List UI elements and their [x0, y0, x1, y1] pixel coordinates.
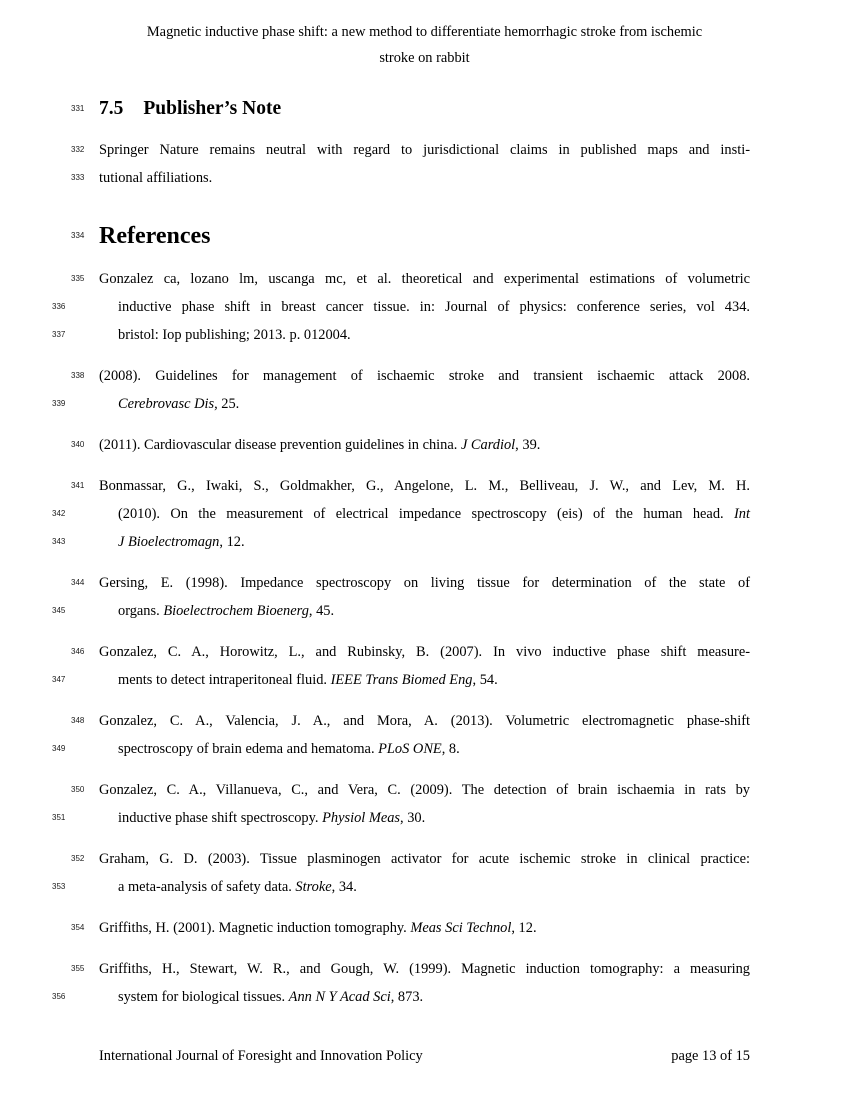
- line-number: 335: [71, 274, 85, 283]
- reference-line: [71, 362, 750, 390]
- body-text: , 12.: [219, 534, 245, 550]
- body-text: , 34.: [331, 879, 357, 895]
- reference-line: [71, 638, 750, 666]
- line-number: 355: [71, 964, 85, 973]
- paragraph-line: [71, 136, 750, 164]
- body-text: ments to detect intraperitoneal fluid.: [118, 672, 331, 688]
- reference-line: [52, 666, 750, 694]
- reference-entry: [52, 845, 750, 901]
- running-head: [99, 19, 750, 71]
- reference-line: [52, 735, 750, 763]
- line-number: 351: [52, 813, 66, 822]
- body-text: , 30.: [400, 810, 426, 826]
- reference-line: [71, 776, 750, 804]
- page-footer: [99, 1042, 750, 1070]
- reference-line: [71, 955, 750, 983]
- paragraph-line: [71, 164, 750, 192]
- subsection-heading: [71, 96, 750, 122]
- body-text: inductive phase shift spectroscopy.: [118, 810, 323, 826]
- reference-line: [52, 321, 750, 349]
- reference-line: [52, 390, 750, 418]
- reference-entry: [52, 362, 750, 418]
- body-text: , 25.: [214, 396, 240, 412]
- reference-line: [71, 472, 750, 500]
- journal-name-text: PLoS ONE: [378, 741, 442, 757]
- reference-entry: [52, 472, 750, 556]
- running-head-line-2: stroke on rabbit: [379, 50, 470, 66]
- paragraph: [71, 136, 750, 192]
- reference-line: [52, 528, 750, 556]
- body-text: Bonmassar, G., Iwaki, S., Goldmakher, G., Angelone, L. M., Belliveau, J. W., and Lev, M. H.: [99, 478, 750, 494]
- body-text: Gonzalez ca, lozano lm, uscanga mc, et al. theoretical and experimental estimations of volumetric: [99, 271, 750, 287]
- body-text: inductive phase shift in breast cancer tissue. in: Journal of physics: conference series, vol 434.: [118, 299, 750, 315]
- reference-line: [71, 914, 750, 942]
- body-text: Gonzalez, C. A., Villanueva, C., and Vera, C. (2009). The detection of brain ischaemia in rats by: [99, 782, 750, 798]
- section-title: References: [99, 223, 211, 249]
- journal-name-text: Int: [734, 506, 750, 522]
- footer-journal-name: International Journal of Foresight and Innovation Policy: [99, 1048, 423, 1064]
- body-text: (2011). Cardiovascular disease prevention guidelines in china.: [99, 437, 461, 453]
- reference-entry: [71, 431, 750, 459]
- line-number: 346: [71, 647, 85, 656]
- body-text: Gonzalez, C. A., Valencia, J. A., and Mora, A. (2013). Volumetric electromagnetic phase-shift: [99, 713, 750, 729]
- journal-name-text: Stroke: [295, 879, 332, 895]
- journal-name-text: Cerebrovasc Dis: [118, 396, 215, 412]
- line-number: 352: [71, 854, 85, 863]
- body-text: , 39.: [515, 437, 541, 453]
- journal-name-text: Bioelectrochem Bioenerg: [163, 603, 309, 619]
- line-number: 334: [71, 231, 85, 240]
- body-text: (2008). Guidelines for management of ischaemic stroke and transient ischaemic attack 2008.: [99, 368, 750, 384]
- reference-entry: [52, 638, 750, 694]
- line-number: 331: [71, 104, 85, 113]
- reference-line: [71, 265, 750, 293]
- reference-line: [71, 431, 750, 459]
- line-number: 349: [52, 744, 66, 753]
- line-number: 337: [52, 330, 66, 339]
- body-text: (2010). On the measurement of electrical impedance spectroscopy (eis) of the human head.: [118, 506, 734, 522]
- line-number: 343: [52, 537, 66, 546]
- line-number: 354: [71, 923, 85, 932]
- body-text: , 12.: [511, 920, 537, 936]
- journal-name-text: Physiol Meas: [322, 810, 401, 826]
- reference-line: [71, 845, 750, 873]
- body-text: a meta-analysis of safety data.: [118, 879, 296, 895]
- reference-entry: [52, 776, 750, 832]
- journal-name-text: J Cardiol: [460, 437, 516, 453]
- reference-entry: [52, 707, 750, 763]
- journal-name-text: Ann N Y Acad Sci: [288, 989, 391, 1005]
- body-text: Graham, G. D. (2003). Tissue plasminogen activator for acute ischemic stroke in clinical practice:: [99, 851, 750, 867]
- journal-name-text: Meas Sci Technol: [410, 920, 512, 936]
- body-text: , 8.: [441, 741, 460, 757]
- body-text: Griffiths, H. (2001). Magnetic induction tomography.: [99, 920, 411, 936]
- body-text: bristol: Iop publishing; 2013. p. 012004.: [118, 327, 351, 343]
- subsection-number: 7.5: [99, 98, 124, 119]
- reference-entry: [71, 914, 750, 942]
- line-number: 348: [71, 716, 85, 725]
- reference-entry: [52, 265, 750, 349]
- line-number: 339: [52, 399, 66, 408]
- reference-line: [71, 569, 750, 597]
- line-number: 342: [52, 509, 66, 518]
- line-number: 353: [52, 882, 66, 891]
- line-number: 347: [52, 675, 66, 684]
- body-text: Springer Nature remains neutral with regard to jurisdictional claims in published maps and insti-: [99, 142, 750, 158]
- running-head-line-1: Magnetic inductive phase shift: a new method to differentiate hemorrhagic stroke from ischemic: [146, 24, 703, 40]
- body-text: tutional affiliations.: [99, 170, 213, 186]
- reference-line: [52, 983, 750, 1011]
- section-heading: [71, 220, 750, 252]
- body-blocks: [52, 96, 750, 1011]
- line-number: 340: [71, 440, 85, 449]
- line-number: 336: [52, 302, 66, 311]
- line-number: 333: [71, 173, 85, 182]
- body-text: Gonzalez, C. A., Horowitz, L., and Rubinsky, B. (2007). In vivo inductive phase shift measure-: [99, 644, 750, 660]
- journal-name-text: IEEE Trans Biomed Eng: [330, 672, 473, 688]
- body-text: , 873.: [390, 989, 424, 1005]
- body-text: spectroscopy of brain edema and hematoma.: [118, 741, 379, 757]
- body-text: Gersing, E. (1998). Impedance spectroscopy on living tissue for determination of the state of: [99, 575, 750, 591]
- line-number: 338: [71, 371, 85, 380]
- reference-entry: [52, 569, 750, 625]
- body-text: , 54.: [472, 672, 498, 688]
- line-number: 350: [71, 785, 85, 794]
- reference-line: [52, 597, 750, 625]
- footer-page-number: page 13 of 15: [671, 1048, 750, 1064]
- reference-line: [52, 873, 750, 901]
- line-number: 356: [52, 992, 66, 1001]
- body-text: organs.: [118, 603, 164, 619]
- reference-entry: [52, 955, 750, 1011]
- line-number: 345: [52, 606, 66, 615]
- body-text: system for biological tissues.: [118, 989, 289, 1005]
- reference-line: [52, 293, 750, 321]
- line-number: 341: [71, 481, 85, 490]
- reference-line: [52, 804, 750, 832]
- line-number: 344: [71, 578, 85, 587]
- body-text: , 45.: [308, 603, 335, 619]
- line-number: 332: [71, 145, 85, 154]
- reference-line: [52, 500, 750, 528]
- reference-line: [71, 707, 750, 735]
- subsection-title: Publisher’s Note: [143, 98, 282, 119]
- journal-name-text: J Bioelectromagn: [118, 534, 220, 550]
- body-text: Griffiths, H., Stewart, W. R., and Gough, W. (1999). Magnetic induction tomography: a measuring: [99, 961, 750, 977]
